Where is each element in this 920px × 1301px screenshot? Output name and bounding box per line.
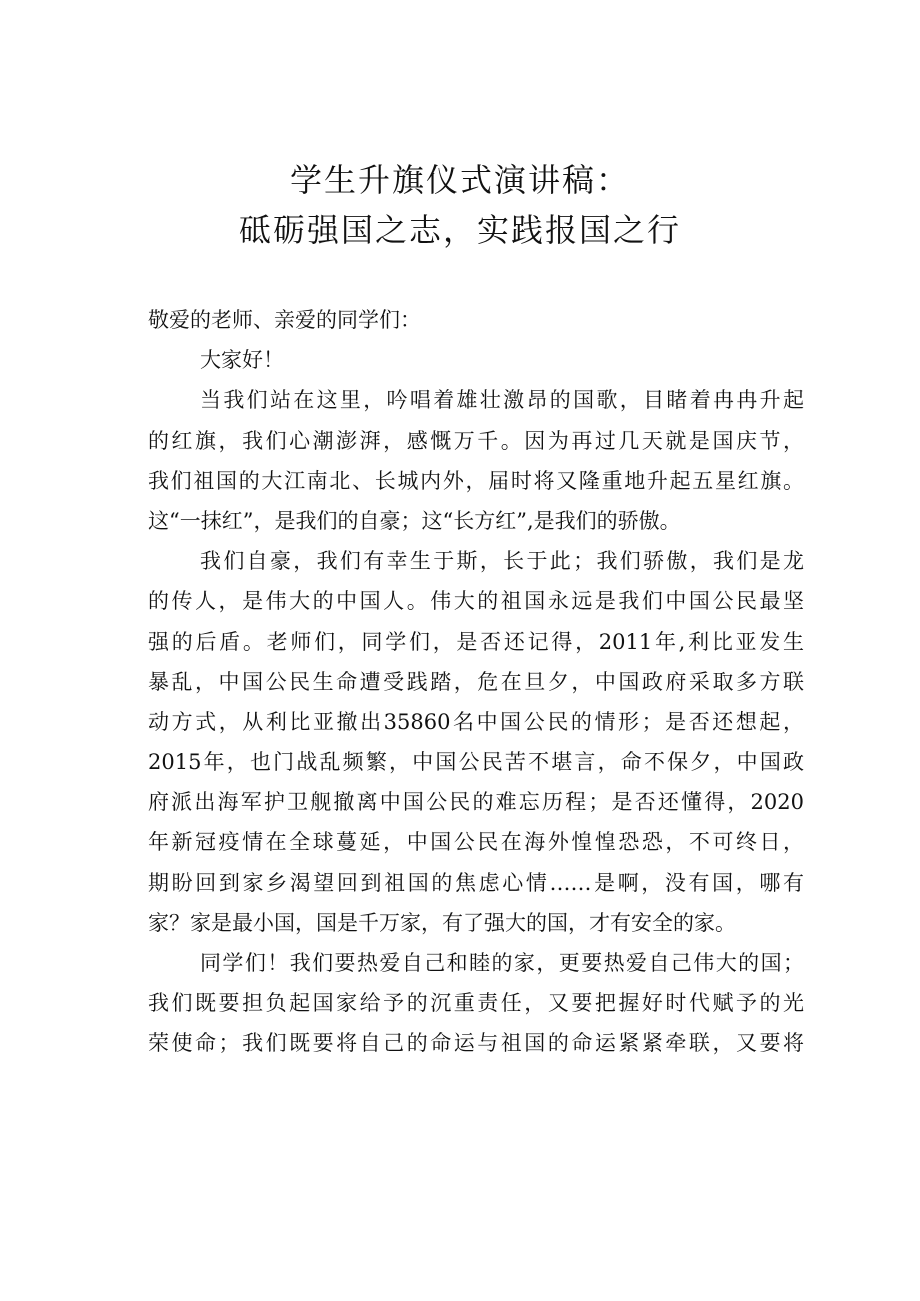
paragraph-2-line-3: 强的后盾。老师们，同学们，是否还记得，2011年,利比亚发生 [148,629,804,654]
paragraph-1-line-4: 这“一抹红”，是我们的自豪；这“长方红”,是我们的骄傲。 [148,508,681,533]
paragraph-3-line-1: 同学们！我们要热爱自己和睦的家，更要热爱自己伟大的国； [200,951,804,975]
speech-body [148,300,804,1064]
paragraph-2-line-6: 2015年，也门战乱频繁，中国公民苦不堪言，命不保夕，中国政 [148,750,804,775]
paragraph-2-line-8: 年新冠疫情在全球蔓延，中国公民在海外惶惶恐恐，不可终日， [148,830,804,855]
paragraph-2-line-2: 的传人，是伟大的中国人。伟大的祖国永远是我们中国公民最坚 [148,589,804,614]
title-line-2: 砥砺强国之志，实践报国之行 [238,211,681,249]
paragraph-2-line-5: 动方式，从利比亚撤出35860名中国公民的情形；是否还想起， [148,709,804,734]
paragraph-2-line-9: 期盼回到家乡渴望回到祖国的焦虑心情……是啊，没有国，哪有 [148,870,804,895]
paragraph-2-line-4: 暴乱，中国公民生命遭受践踏，危在旦夕，中国政府采取多方联 [148,669,804,694]
paragraph-3-line-2: 我们既要担负起国家给予的沉重责任，又要把握好时代赋予的光 [148,991,804,1016]
paragraph-1-line-3: 我们祖国的大江南北、长城内外，届时将又隆重地升起五星红旗。 [148,468,804,493]
paragraph-1-line-2: 的红旗，我们心潮澎湃，感慨万千。因为再过几天就是国庆节， [148,428,804,453]
greeting-line: 大家好！ [200,348,284,373]
salutation-line: 敬爱的老师、亲爱的同学们： [148,308,421,332]
paragraph-2-line-7: 府派出海军护卫舰撤离中国公民的难忘历程；是否还懂得，2020 [148,790,804,815]
title-line-1: 学生升旗仪式演讲稿： [289,161,630,199]
paragraph-2-line-1: 我们自豪，我们有幸生于斯，长于此；我们骄傲，我们是龙 [200,549,804,574]
paragraph-3-line-3: 荣使命；我们既要将自己的命运与祖国的命运紧紧牵联，又要将 [148,1031,804,1056]
paragraph-2-line-10: 家？家是最小国，国是千万家，有了强大的国，才有安全的家。 [148,910,736,935]
document-title [0,155,920,255]
paragraph-1-line-1: 当我们站在这里，吟唱着雄壮激昂的国歌，目睹着冉冉升起 [200,388,804,413]
